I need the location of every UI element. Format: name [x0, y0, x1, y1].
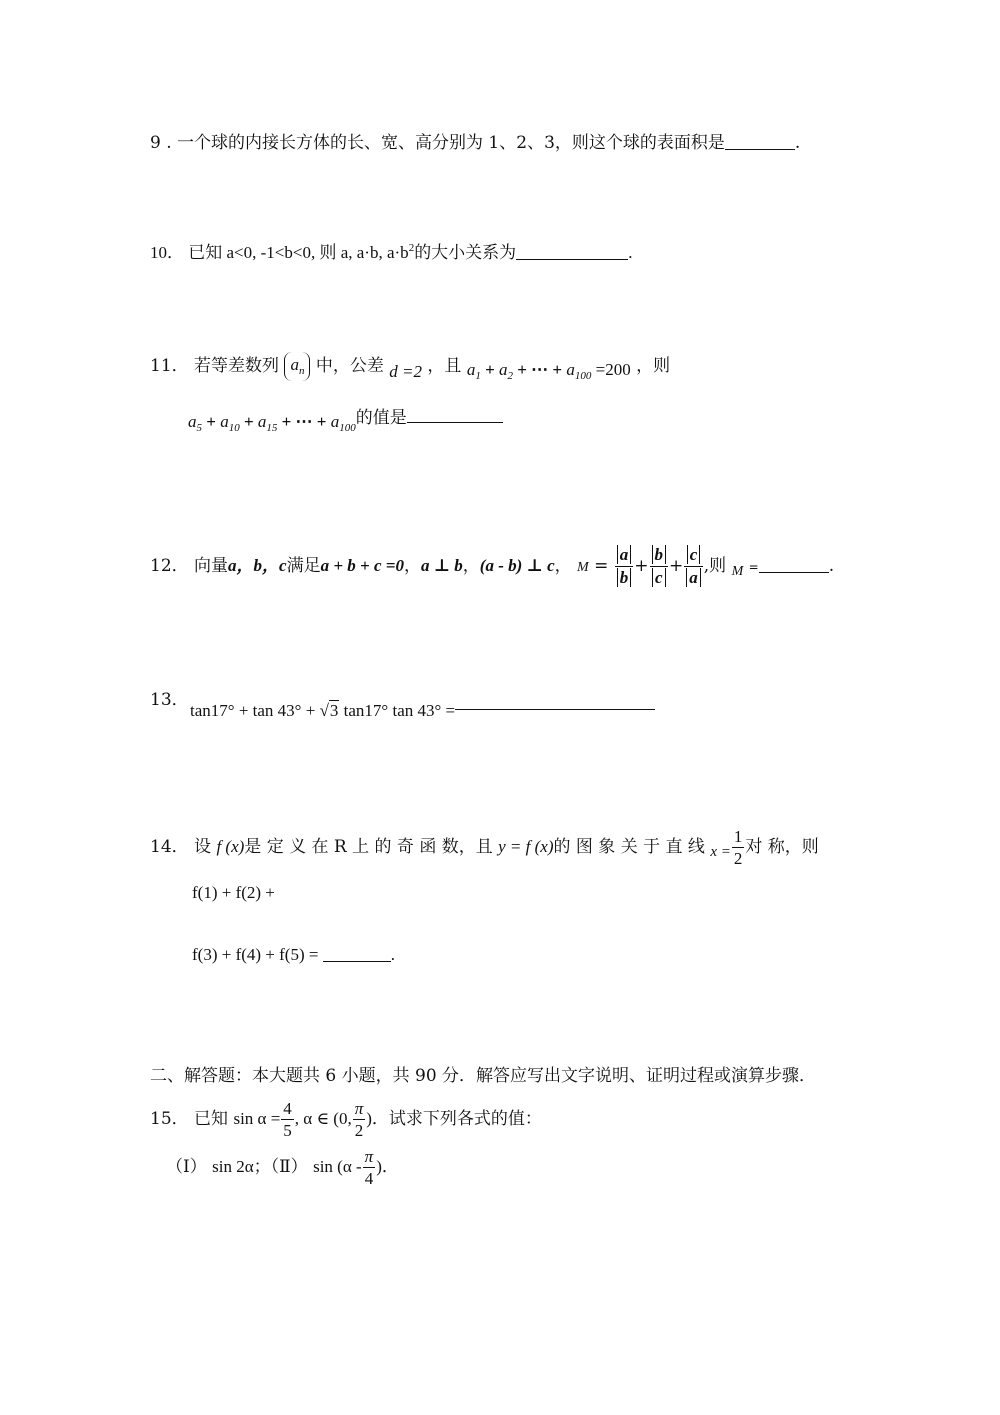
- equals: =: [748, 560, 759, 574]
- fraction-a-over-b: [615, 546, 634, 587]
- abs-b: b: [617, 568, 632, 587]
- question-15-parts: [166, 1148, 399, 1187]
- condition-difference-perp: (a - b) ⊥ c: [479, 556, 555, 575]
- sum-expression: [466, 360, 631, 382]
- numerator: π: [364, 1147, 374, 1166]
- line-x-equals: x =: [710, 844, 731, 860]
- tan-product: tan17° tan 43° =: [343, 701, 456, 720]
- tan-sum: tan17° + tan 43° +: [190, 701, 320, 720]
- sub-15: 15: [266, 422, 278, 434]
- part-1-expression: sin 2α: [212, 1157, 254, 1176]
- fraction-one-half: [732, 828, 745, 867]
- denominator: 5: [283, 1121, 292, 1140]
- section-2-heading: 二、解答题：本大题共 6 小题，共 90 分．解答应写出文字说明、证明过程或演算步骤．: [150, 1066, 817, 1086]
- question-15-text: 已知: [194, 1109, 229, 1129]
- plus: +: [669, 556, 684, 576]
- sub-2: 2: [507, 370, 513, 382]
- question-14-text-c: 的 图 象 关 于 直 线: [553, 837, 705, 857]
- sqrt-3: √3: [319, 701, 339, 720]
- numerator: 4: [283, 1099, 292, 1118]
- plus: +: [634, 556, 649, 576]
- question-9-answer-blank[interactable]: [725, 148, 795, 150]
- denominator: 2: [733, 849, 743, 868]
- question-11-line-2: [188, 410, 503, 434]
- term-a100: a: [330, 412, 340, 431]
- question-11-answer-blank[interactable]: [407, 421, 503, 423]
- question-12-text: 向量: [194, 556, 229, 576]
- question-15: [150, 1100, 542, 1139]
- question-11-text-d: ，则: [636, 356, 671, 376]
- question-15-number: 15．: [150, 1109, 189, 1129]
- question-11-text: 若等差数列: [194, 356, 280, 376]
- term-a10: a: [220, 412, 229, 431]
- plus: +: [202, 412, 221, 431]
- condition-perpendicular: a ⊥ b: [420, 556, 463, 575]
- denominator: 4: [364, 1169, 374, 1188]
- abs-b: b: [652, 545, 667, 564]
- question-9-text: 一个球的内接长方体的长、宽、高分别为 1、2、3，则这个球的表面积是: [177, 133, 725, 153]
- question-14-line-3: [192, 946, 395, 963]
- term-a1: a: [466, 360, 476, 379]
- question-15-text-b: ．试求下列各式的值：: [371, 1109, 542, 1129]
- paren-close: ): [376, 1157, 382, 1176]
- question-11-text-tail: 的值是: [355, 408, 407, 428]
- question-14-text: 设: [194, 837, 212, 857]
- plus: +: [239, 412, 258, 431]
- question-14-answer-blank[interactable]: [323, 960, 391, 962]
- question-10-text-tail: 的大小关系为: [414, 243, 517, 262]
- sequence-subscript: n: [298, 365, 305, 377]
- plus-dots: + ⋯ +: [277, 412, 331, 431]
- target-sum-expression: [188, 412, 356, 434]
- question-13-expression: [190, 702, 655, 719]
- numerator: π: [354, 1099, 364, 1118]
- sub-100: 100: [574, 370, 592, 382]
- fraction-pi-over-2: [353, 1100, 366, 1139]
- sum-f3-f5: f(3) + f(4) + f(5) =: [192, 945, 319, 964]
- denominator: 2: [354, 1121, 364, 1140]
- question-14-text-b: 是 定 义 在 R 上 的 奇 函 数，且: [244, 837, 493, 857]
- term-a15: a: [257, 412, 267, 431]
- question-12-period: .: [828, 556, 835, 576]
- fraction-b-over-c: [650, 546, 669, 587]
- sum-value: =200: [591, 360, 631, 379]
- sub-10: 10: [228, 422, 240, 434]
- interval-close: ): [366, 1109, 372, 1128]
- sub-100: 100: [339, 422, 356, 434]
- question-12: [150, 546, 834, 587]
- question-10-text: 已知 a<0, -1<b<0, 则 a, a·b, a·b: [188, 243, 409, 262]
- fraction-c-over-a: [684, 546, 703, 587]
- question-11-number: 11．: [150, 356, 189, 376]
- abs-c: c: [687, 545, 701, 564]
- common-difference: d =2: [389, 362, 422, 381]
- function-fx: f (x): [216, 837, 245, 856]
- question-10-exponent: 2: [408, 242, 415, 254]
- question-9-period: .: [794, 133, 801, 153]
- question-10-number: 10．: [150, 243, 184, 262]
- fraction-pi-over-4: [363, 1148, 376, 1187]
- question-9-number: 9 .: [150, 133, 172, 153]
- question-9: [150, 135, 800, 152]
- plus-dots: + ⋯ +: [513, 360, 567, 379]
- question-14-line-2: f(1) + f(2) +: [192, 883, 275, 902]
- abs-a: a: [686, 568, 701, 587]
- plus: +: [480, 360, 499, 379]
- question-14-number: 14．: [150, 837, 189, 857]
- question-12-number: 12．: [150, 556, 189, 576]
- part-1-label: （Ⅰ）: [166, 1157, 207, 1177]
- question-11-text-c: ，且: [427, 356, 462, 376]
- sub-1: 1: [475, 370, 481, 382]
- question-15-period: ．: [381, 1157, 399, 1177]
- separator: ，: [403, 556, 421, 576]
- alpha-interval: , α ∈ (0,: [294, 1109, 352, 1128]
- term-a2: a: [499, 360, 508, 379]
- question-12-text-c: ,则: [703, 556, 727, 576]
- question-11-text-b: 中，公差: [315, 356, 384, 376]
- sin-alpha: sin α =: [233, 1109, 281, 1128]
- variable-m: M: [731, 564, 744, 579]
- part-2-label: （Ⅱ）: [270, 1157, 308, 1177]
- sqrt-radicand: 3: [329, 701, 339, 720]
- variable-m: M: [577, 560, 589, 575]
- separator: ，: [554, 556, 572, 576]
- fraction-four-fifths: [281, 1100, 294, 1139]
- question-14-period: .: [390, 945, 395, 964]
- sequence-brace: [284, 352, 310, 381]
- abs-a: a: [617, 545, 632, 564]
- question-13-answer-blank[interactable]: [455, 708, 655, 710]
- term-a5: a: [188, 412, 197, 431]
- term-a100: a: [566, 360, 575, 379]
- abs-c: c: [652, 568, 666, 587]
- part-2-expression: sin (α -: [313, 1157, 362, 1176]
- equals: =: [594, 556, 609, 576]
- condition-sum-zero: a + b + c =0: [320, 556, 404, 575]
- separator: ；: [253, 1157, 271, 1177]
- numerator: 1: [733, 827, 743, 846]
- question-10-period: .: [628, 243, 633, 262]
- equation-y-fx: y = f (x): [498, 837, 554, 856]
- separator: ，: [462, 556, 480, 576]
- question-13-number: 13．: [150, 690, 189, 710]
- question-14-text-d: 对 称，则: [745, 837, 819, 857]
- question-12-answer-blank[interactable]: [759, 571, 829, 573]
- sub-5: 5: [196, 422, 202, 434]
- question-14: [150, 828, 819, 867]
- question-11: [150, 352, 670, 382]
- vectors: a，b，c: [228, 556, 287, 575]
- question-10: [150, 243, 632, 261]
- sequence-var: a: [290, 355, 299, 374]
- question-12-text-b: 满足: [286, 556, 321, 576]
- question-10-answer-blank[interactable]: [516, 258, 628, 260]
